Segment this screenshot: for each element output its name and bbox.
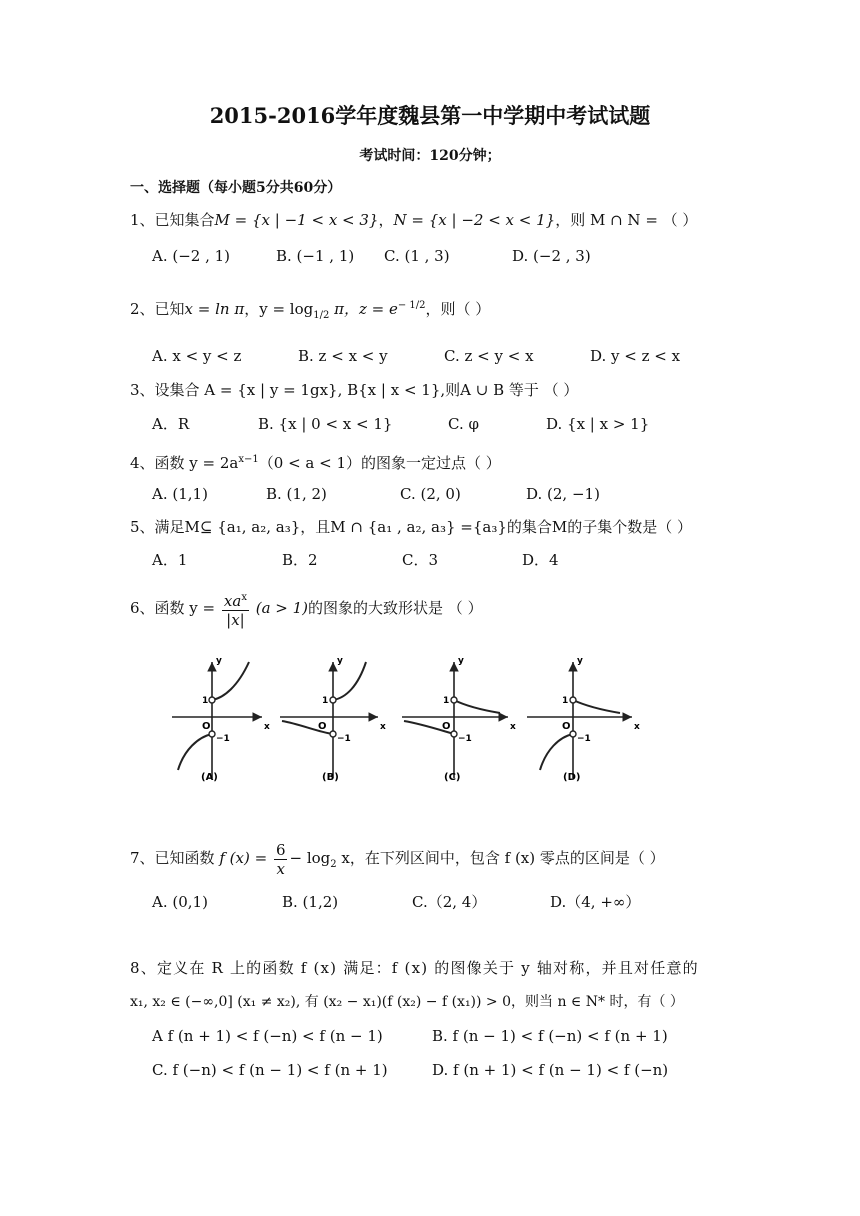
q7-function: f (x) =	[219, 849, 268, 867]
q3-option-b: B. {x | 0 < x < 1}	[258, 415, 393, 433]
graph-d-label: (D)	[563, 772, 581, 783]
graph-a	[172, 656, 270, 783]
q8-option-b: B. f (n − 1) < f (−n) < f (n + 1)	[432, 1027, 668, 1045]
graph-b-y-label: y	[337, 656, 343, 666]
q2-y-def-pre: ，y = log	[244, 300, 314, 318]
q2-lead: 2、已知	[130, 300, 185, 318]
graph-b-label: (B)	[322, 772, 339, 783]
question-2	[130, 296, 490, 326]
q2-y-def-post: π	[329, 300, 344, 318]
q2-z-def: ，z = e	[343, 300, 398, 318]
q1-set-n: N = {x | −2 < x < 1}	[393, 211, 556, 229]
q7-fraction	[274, 841, 288, 878]
q2-z-exp: − 1/2	[397, 300, 426, 311]
graph-b-tick-m1: −1	[337, 734, 351, 744]
graph-c-x-label: x	[510, 722, 516, 732]
q6-numerator-exp: x	[241, 592, 247, 603]
q5-option-b: B．2	[282, 551, 318, 569]
question-3: 3、设集合 A = {x | y = 1gx}, B{x | x < 1},则A ∪ B 等于 （ ）	[130, 381, 579, 399]
q4-option-a: A. (1,1)	[152, 485, 208, 503]
q6-graphs	[0, 650, 860, 800]
q2-ask: ，则（ ）	[425, 300, 491, 318]
graph-c-tick-1: 1	[443, 696, 450, 706]
q4-option-c: C. (2, 0)	[400, 485, 461, 503]
q5-option-a: A．1	[152, 551, 188, 569]
graph-d-tick-m1: −1	[577, 734, 591, 744]
q8-option-a: A f (n + 1) < f (−n) < f (n − 1)	[152, 1027, 383, 1045]
graph-b-tick-1: 1	[322, 696, 329, 706]
q1-ask: ，则 M ∩ N = （ ）	[555, 211, 698, 229]
graph-d-tick-1: 1	[562, 696, 569, 706]
section-heading: 一、选择题（每小题5分共60分）	[130, 180, 342, 196]
q7-option-c: C.（2, 4）	[412, 893, 487, 911]
q1-set-m: M = {x | −1 < x < 3}	[214, 211, 379, 229]
q7-option-a: A. (0,1)	[152, 893, 208, 911]
q6-rest: 的图象的大致形状是 （ ）	[308, 599, 483, 617]
q3-option-a: A．R	[152, 415, 190, 433]
graph-a-tick-m1: −1	[216, 734, 230, 744]
graph-c-y-label: y	[458, 656, 464, 666]
q7-rest: x，在下列区间中，包含 f (x) 零点的区间是（ ）	[336, 849, 665, 867]
graph-a-y-label: y	[216, 656, 222, 666]
q4-exp: x−1	[238, 454, 259, 465]
graph-b-origin: O	[318, 721, 327, 732]
q7-lead: 7、已知函数	[130, 849, 215, 867]
q4-option-b: B. (1, 2)	[266, 485, 327, 503]
q2-x-def: x = ln π	[184, 300, 245, 318]
q1-option-b: B. (−1 , 1)	[276, 247, 355, 265]
q3-option-d: D. {x | x > 1}	[546, 415, 650, 433]
q8-option-d: D. f (n + 1) < f (n − 1) < f (−n)	[432, 1061, 669, 1079]
graph-c-tick-m1: −1	[458, 734, 472, 744]
q1-option-a: A. (−2 , 1)	[152, 247, 231, 265]
question-6	[130, 586, 483, 630]
q3-option-c: C. φ	[448, 415, 479, 433]
graph-b-x-label: x	[380, 722, 386, 732]
q2-option-d: D. y < z < x	[590, 347, 681, 365]
graph-a-tick-1: 1	[202, 696, 209, 706]
q6-condition: (a > 1)	[255, 599, 309, 617]
q7-log: − log	[289, 849, 331, 867]
exam-time: 考试时间：120分钟；	[359, 148, 501, 164]
q2-option-a: A. x < y < z	[152, 347, 242, 365]
q1-lead: 1、已知集合	[130, 211, 215, 229]
q6-denominator: |x|	[226, 611, 245, 629]
q4-option-d: D. (2, −1)	[526, 485, 600, 503]
graph-a-x-label: x	[264, 722, 270, 732]
q4-rest: （0 < a < 1）的图象一定过点（ ）	[258, 454, 501, 472]
q6-lead: 6、函数 y =	[130, 599, 216, 617]
graph-d-x-label: x	[634, 722, 640, 732]
q7-denominator: x	[276, 859, 285, 878]
graph-c-label: (C)	[444, 772, 461, 783]
graph-a-origin: O	[202, 721, 211, 732]
graph-c	[402, 656, 516, 783]
q6-numerator: xa	[223, 592, 242, 610]
q5-option-c: C．3	[402, 551, 439, 569]
q7-option-b: B. (1,2)	[282, 893, 339, 911]
q1-sep: ，	[378, 211, 394, 229]
q1-option-d: D. (−2 , 3)	[512, 247, 591, 265]
question-7	[130, 836, 665, 880]
graph-c-origin: O	[442, 721, 451, 732]
q2-option-c: C. z < y < x	[444, 347, 534, 365]
question-1	[130, 210, 697, 230]
question-8-line-2: x₁, x₂ ∈ (−∞,0] (x₁ ≠ x₂), 有 (x₂ − x₁)(f (x₂) − f (x₁)) > 0，则当 n ∈ N* 时，有（ ）	[130, 994, 684, 1010]
graph-d	[527, 656, 640, 783]
q2-option-b: B. z < x < y	[298, 347, 388, 365]
q1-option-c: C. (1 , 3)	[384, 247, 450, 265]
q8-option-c: C. f (−n) < f (n − 1) < f (n + 1)	[152, 1061, 388, 1079]
graph-d-origin: O	[562, 721, 571, 732]
q7-option-d: D.（4, +∞）	[550, 893, 641, 911]
q2-y-base: 1/2	[313, 310, 330, 321]
q4-lead: 4、函数 y = 2a	[130, 454, 239, 472]
question-4	[130, 450, 501, 473]
graph-a-label: (A)	[201, 772, 218, 783]
graph-d-y-label: y	[577, 656, 583, 666]
page-title: 2015-2016学年度魏县第一中学期中考试试题	[209, 103, 651, 128]
question-8-line-1: 8、定义在 R 上的函数 f (x) 满足：f (x) 的图像关于 y 轴对称，并且对任意的	[130, 959, 699, 977]
q5-option-d: D．4	[522, 551, 559, 569]
graph-b	[280, 656, 386, 783]
question-5: 5、满足M⊆ {a₁, a₂, a₃}，且M ∩ {a₁ , a₂, a₃} ={a₃}的集合M的子集个数是（ ）	[130, 518, 693, 536]
q7-log-base: 2	[330, 859, 337, 870]
q7-numerator: 6	[275, 840, 286, 859]
q6-fraction	[222, 589, 249, 629]
